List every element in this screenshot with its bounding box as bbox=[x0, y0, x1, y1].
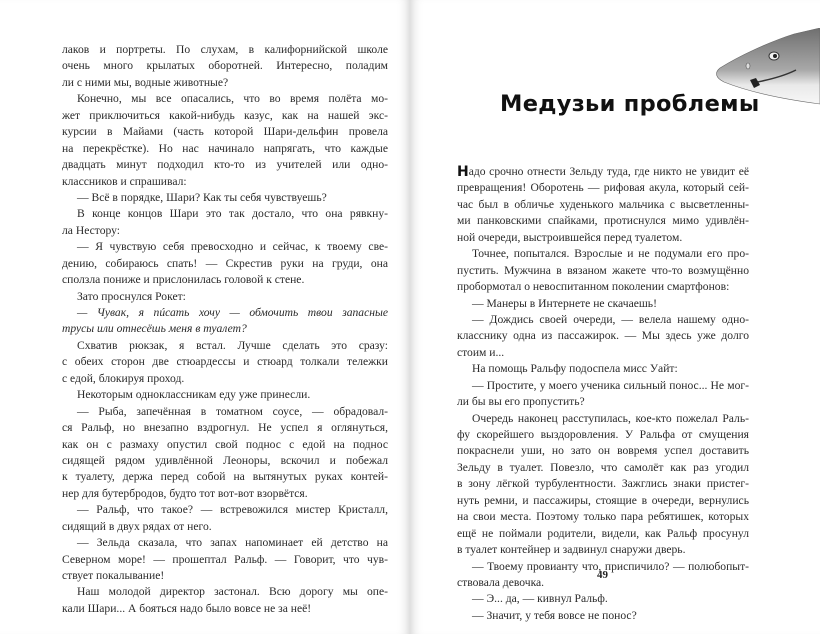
page-number: 49 bbox=[597, 569, 608, 581]
paragraph-line: Конечно, мы все опасались, что во время полёта мо- bbox=[77, 92, 388, 106]
paragraph-line: Зато проснулся Рокет: bbox=[77, 289, 186, 303]
paragraph-line: ми панковскими спайками, протиснулся мимо удивлён- bbox=[457, 214, 749, 228]
paragraph-line: к туалету, держа перед собой на вытянутых руках контей- bbox=[62, 470, 388, 484]
paragraph-line: очень много крылатых оборотней. Интересно, поладим bbox=[62, 59, 388, 73]
paragraph-line: — Всё в порядке, Шари? Как ты себя чувствуешь? bbox=[77, 190, 327, 204]
paragraph-line: — Дождись своей очереди, — велела нашему одно- bbox=[472, 312, 749, 326]
chapter-title: Медузьи проблемы bbox=[500, 91, 760, 117]
paragraph-line: ещё не поймали родители, видели, как Ральф просунул bbox=[457, 526, 749, 540]
paragraph-line: сползла пониже и прислонилась головой к стене. bbox=[62, 273, 305, 287]
paragraph-line: с обеих сторон две стюардессы и стюард толкали тележки bbox=[62, 355, 388, 369]
paragraph-line: Точнее, попытался. Взрослые и не подумали его про- bbox=[472, 247, 749, 261]
paragraph-line: в зону лёгкой турбулентности. Зажглись знаки пристег- bbox=[457, 477, 749, 491]
paragraph-line: Схватив рюкзак, я встал. Лучше сделать это сразу: bbox=[77, 338, 388, 352]
paragraph-line: дению, собираюсь спать! — Скрестив руки на груди, она bbox=[62, 256, 388, 270]
paragraph-line: В конце концов Шари это так достало, что она рявкну- bbox=[77, 207, 388, 221]
paragraph-line: стоим и... bbox=[457, 345, 505, 359]
paragraph-line: жет приключиться какой-нибудь казус, как на нашей экс- bbox=[62, 108, 388, 122]
paragraph-line: — Простите, у моего ученика сильный понос... Не мог- bbox=[472, 378, 749, 392]
paragraph-line: сидящей рядом удивлённой Леоноры, вскочил и побежал bbox=[62, 453, 388, 467]
paragraph-line: фу скорейшего выздоровления. У Ральфа от смущения bbox=[457, 428, 749, 441]
paragraph-line: ствовала девочка. bbox=[457, 575, 545, 589]
paragraph-line: в туалет контейнер и задвинул снаружи дверь. bbox=[457, 543, 686, 557]
paragraph-line: Некоторым одноклассникам еду уже принесли. bbox=[77, 388, 311, 402]
paragraph-line: — Зельда сказала, что запах напоминает ей детство на bbox=[77, 536, 388, 550]
paragraph-line: — Э... да, — кивнул Ральф. bbox=[472, 592, 608, 606]
left-page-text bbox=[62, 42, 388, 617]
paragraph-line: нер для бутербродов, будто тот вот-вот взорвётся. bbox=[62, 486, 308, 500]
paragraph-line: Зельду в туалет. Повезло, что самолёт как раз угодил bbox=[457, 460, 749, 474]
paragraph-line: час был в обличье худенького мальчика с высветленны- bbox=[457, 197, 749, 211]
paragraph-line: Наш молодой директор застонал. Всю дорогу мы опе- bbox=[77, 585, 388, 599]
paragraph-line: — Значит, у тебя вовсе не понос? bbox=[472, 608, 637, 622]
paragraph-line: классников и спрашивал: bbox=[62, 174, 187, 188]
paragraph-line: ли с ними мы, водные животные? bbox=[62, 75, 229, 89]
drop-cap: Н bbox=[457, 164, 469, 180]
paragraph-line: пробормотал о невоспитанном поколении смартфонов: bbox=[457, 280, 730, 294]
paragraph-line: — Манеры в Интернете не скачаешь! bbox=[472, 296, 657, 310]
paragraph-line: класснику одна из пассажирок. — Мы здесь уже долго bbox=[457, 329, 749, 343]
line-text: адо срочно отнести Зельду туда, где никто не увидит её bbox=[468, 165, 749, 178]
paragraph-line: — Ральф, что такое? — встревожился мистер Кристалл, bbox=[77, 503, 388, 517]
paragraph-line: ли бы вы его пропустить? bbox=[457, 395, 585, 409]
paragraph-line: ной очереди, выстроившейся перед туалетом. bbox=[457, 230, 683, 244]
paragraph-line: — Чувак, я пúсать хочу — обмочить твои запасные bbox=[77, 306, 388, 319]
paragraph-line: сидящий в двух рядах от него. bbox=[62, 519, 212, 533]
paragraph-line: На помощь Ральфу подоспела мисс Уайт: bbox=[472, 362, 678, 376]
paragraph-line: двадцать минут подходил кто-то из учителей или одно- bbox=[62, 158, 388, 172]
paragraph-line: превращения! Оборотень — рифовая акула, который сей- bbox=[457, 181, 749, 195]
paragraph-line: покраснели уши, но зато он вовремя успел доставить bbox=[457, 444, 749, 458]
paragraph-line: кали Шари... А бояться надо было вовсе не за неё! bbox=[62, 601, 312, 615]
paragraph-line: с едой, блокируя проход. bbox=[62, 371, 185, 385]
paragraph-line: на свои места. Поэтому только пара ребятишек, которых bbox=[457, 510, 749, 524]
paragraph-line: — Твоему провианту что, приспичило? — полюбопыт- bbox=[472, 559, 749, 573]
paragraph-line: курсии в Майами (часть которой Шари-дельфин провела bbox=[62, 125, 388, 139]
paragraph-line: ствует покалывание! bbox=[62, 569, 165, 582]
paragraph-line: трусы или отнесёшь меня в туалет? bbox=[62, 322, 247, 336]
paragraph-line: — Рыба, запечённая в томатном соусе, — обрадовал- bbox=[77, 404, 388, 418]
paragraph-line: — Я чувствую себя превосходно и сейчас, к твоему све- bbox=[77, 240, 388, 254]
paragraph-line: на перекрёстке). Но нас начинало напрягать, что каждые bbox=[62, 141, 388, 155]
paragraph-line: Северном море! — прошептал Ральф. — Говорит, что чув- bbox=[62, 552, 388, 566]
paragraph-line: как он с размаху опустил свой поднос с едой на поднос bbox=[62, 437, 388, 451]
paragraph-line: нуть ремни, и пассажиры, стоящие в очереди, вернулись bbox=[457, 493, 749, 507]
right-page-text bbox=[457, 164, 749, 624]
paragraph-line: ся Ральф, но внезапно вздрогнул. Не успел я оглянуться, bbox=[62, 421, 388, 435]
paragraph-line bbox=[457, 164, 749, 180]
paragraph-line: Очередь наконец расступилась, кое-кто пожелал Раль- bbox=[472, 411, 749, 425]
paragraph-line: лаков и портреты. По слухам, в калифорнийской школе bbox=[62, 43, 388, 56]
paragraph-line: пустить. Мужчина в вязаном жакете что-то возмущённо bbox=[457, 263, 749, 277]
paragraph-line: ла Нестору: bbox=[62, 223, 121, 237]
